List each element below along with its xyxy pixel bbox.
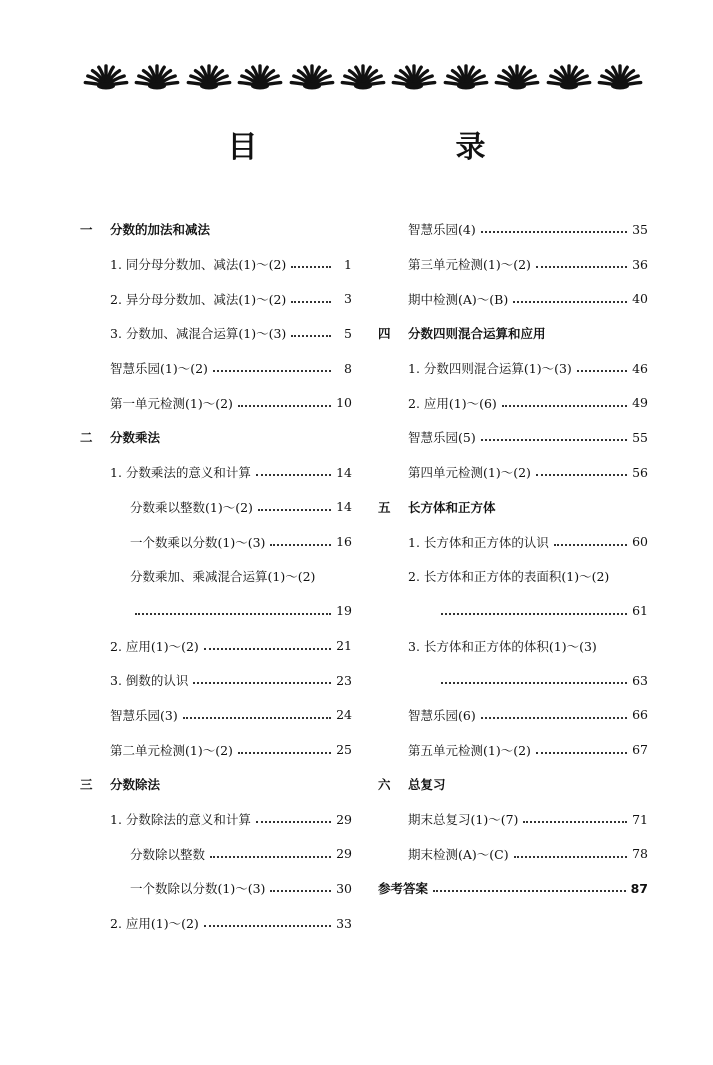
toc-entry [378,524,648,559]
page-number: 10 [336,395,352,411]
dot-leader [513,301,627,303]
toc-entry-label: 第四单元检测(1)～(2) [408,465,531,481]
toc-entry-label: 分数除以整数 [130,846,206,862]
toc-entry-label: 一个数乘以分数(1)～(3) [130,534,266,550]
dot-leader [433,890,626,892]
toc-entry-label: 智慧乐园(5) [408,430,476,446]
page-number: 16 [336,534,352,550]
toc-entry [80,732,352,767]
page-number: 87 [630,880,648,896]
toc-entry-label: 智慧乐园(6) [408,707,476,723]
toc-entry-label: 期末总复习(1)～(7) [408,812,519,828]
toc-entry [378,385,648,420]
toc-entry [80,906,352,941]
page-number: 29 [336,846,352,862]
page-number: 46 [632,360,648,376]
dot-leader [536,474,627,476]
page-number: 23 [336,672,352,688]
toc-entry [378,836,648,871]
toc-entry [80,247,352,282]
dot-leader [204,925,331,927]
page-number: 25 [336,742,352,758]
toc-entry-label: 第三单元检测(1)～(2) [408,257,531,273]
toc-entry-label: 2. 异分母分数加、减法(1)～(2) [110,291,287,307]
section-number: 二 [80,430,93,446]
toc-entry [80,559,352,594]
dot-leader [441,682,627,684]
toc-entry [80,455,352,490]
toc-entry [378,455,648,490]
toc-column-left [80,212,352,940]
toc-entry-label: 智慧乐园(1)～(2) [110,361,208,377]
toc-entry [378,212,648,247]
dot-leader [270,544,331,546]
dot-leader [523,821,627,823]
fan-ornament-icon [596,60,644,90]
toc-entry [378,247,648,282]
page-number: 66 [632,707,648,723]
toc-entry [378,698,648,733]
toc-entry-label: 第五单元检测(1)～(2) [408,742,531,758]
page-number: 5 [344,325,352,341]
page-number: 63 [632,672,648,688]
dot-leader [291,301,331,303]
toc-entry [80,663,352,698]
toc-entry-label: 期中检测(A)～(B) [408,291,509,307]
fan-ornament-icon [288,60,336,90]
toc-entry-label: 参考答案 [378,881,429,897]
section-title: 分数除法 [110,777,161,793]
dot-leader [481,717,627,719]
page-number: 36 [632,256,648,272]
toc-entry-label: 1. 分数四则混合运算(1)～(3) [408,361,572,377]
fan-ornament-icon [185,60,233,90]
toc-entry [378,871,648,906]
toc-section-heading [378,316,648,351]
page-number: 33 [336,915,352,931]
toc-entry-label: 一个数除以分数(1)～(3) [130,881,266,897]
toc-entry-label: 1. 分数除法的意义和计算 [110,812,251,828]
section-number: 六 [378,777,391,793]
page-number: 14 [336,499,352,515]
section-title: 长方体和正方体 [408,499,496,515]
toc-entry [378,594,648,629]
toc-section-heading [80,767,352,802]
toc-entry [80,490,352,525]
page-number: 55 [632,429,648,445]
dot-leader [270,890,331,892]
toc-entry [80,385,352,420]
toc-entry-label: 分数乘加、乘减混合运算(1)～(2) [130,569,316,585]
dot-leader [256,821,331,823]
toc-entry [80,628,352,663]
toc-entry [80,281,352,316]
dot-leader [238,405,331,407]
page-number: 35 [632,221,648,237]
dot-leader [514,856,627,858]
dot-leader [441,613,627,615]
page-number: 24 [336,707,352,723]
page-title: 目 录 [227,130,532,165]
dot-leader [193,682,331,684]
page-number: 78 [632,846,648,862]
toc-entry-label: 期末检测(A)～(C) [408,846,509,862]
page-number: 30 [336,880,352,896]
section-title: 总复习 [408,777,446,793]
toc-entry-label: 智慧乐园(3) [110,707,178,723]
toc-entry-label: 3. 长方体和正方体的体积(1)～(3) [408,638,597,654]
dot-leader [135,613,331,615]
toc-column-right [378,212,648,906]
toc-entry-label: 智慧乐园(4) [408,222,476,238]
toc-entry-label: 2. 应用(1)～(6) [408,395,497,411]
toc-entry-label: 第一单元检测(1)～(2) [110,395,233,411]
toc-entry-label: 1. 分数乘法的意义和计算 [110,465,251,481]
toc-entry [80,316,352,351]
toc-entry [378,732,648,767]
page-number: 8 [344,360,352,376]
dot-leader [291,335,331,337]
fan-ornament-icon [493,60,541,90]
toc-entry [378,351,648,386]
section-number: 五 [378,499,391,515]
page-number: 1 [344,256,352,272]
toc-entry-label: 2. 应用(1)～(2) [110,916,199,932]
toc-entry [80,802,352,837]
toc-entry-label: 2. 应用(1)～(2) [110,638,199,654]
toc-entry-label: 第二单元检测(1)～(2) [110,742,233,758]
section-title: 分数的加法和减法 [110,222,211,238]
toc-entry-label: 1. 同分母分数加、减法(1)～(2) [110,257,287,273]
dot-leader [238,752,331,754]
page-number: 19 [336,603,352,619]
ornament-border [82,58,644,92]
toc-entry-label: 3. 分数加、减混合运算(1)～(3) [110,326,287,342]
dot-leader [481,439,627,441]
page-number: 56 [632,464,648,480]
section-number: 一 [80,222,93,238]
toc-section-heading [378,767,648,802]
section-title: 分数乘法 [110,430,161,446]
fan-ornament-icon [133,60,181,90]
page-number: 49 [632,395,648,411]
fan-ornament-icon [545,60,593,90]
page-number: 71 [632,811,648,827]
dot-leader [258,509,331,511]
dot-leader [536,266,627,268]
toc-entry [80,594,352,629]
dot-leader [577,370,627,372]
page-number: 21 [336,638,352,654]
page-number: 60 [632,534,648,550]
toc-entry-label: 1. 长方体和正方体的认识 [408,534,549,550]
fan-ornament-icon [442,60,490,90]
page-number: 14 [336,464,352,480]
toc-section-heading [80,420,352,455]
toc-entry [378,420,648,455]
section-number: 四 [378,326,391,342]
toc-entry [80,524,352,559]
section-title: 分数四则混合运算和应用 [408,326,546,342]
toc-entry-label: 2. 长方体和正方体的表面积(1)～(2) [408,569,610,585]
toc-entry-label: 3. 倒数的认识 [110,673,189,689]
toc-entry [378,663,648,698]
page-number: 61 [632,603,648,619]
dot-leader [213,370,331,372]
dot-leader [536,752,627,754]
toc-entry [80,871,352,906]
page-number: 3 [344,291,352,307]
page-number: 67 [632,742,648,758]
toc-section-heading [378,490,648,525]
section-number: 三 [80,777,93,793]
fan-ornament-icon [82,60,130,90]
toc-entry-label: 分数乘以整数(1)～(2) [130,499,253,515]
fan-ornament-icon [236,60,284,90]
toc-entry [378,802,648,837]
dot-leader [291,266,331,268]
toc-entry [378,628,648,663]
toc-entry [80,351,352,386]
toc-entry [378,559,648,594]
page-number: 29 [336,811,352,827]
dot-leader [502,405,627,407]
toc-entry [80,836,352,871]
dot-leader [481,231,627,233]
dot-leader [204,648,331,650]
dot-leader [210,856,331,858]
toc-entry [378,281,648,316]
dot-leader [183,717,331,719]
fan-ornament-icon [339,60,387,90]
page-number: 40 [632,291,648,307]
toc-entry [80,698,352,733]
dot-leader [256,474,331,476]
dot-leader [554,544,627,546]
toc-section-heading [80,212,352,247]
fan-ornament-icon [390,60,438,90]
